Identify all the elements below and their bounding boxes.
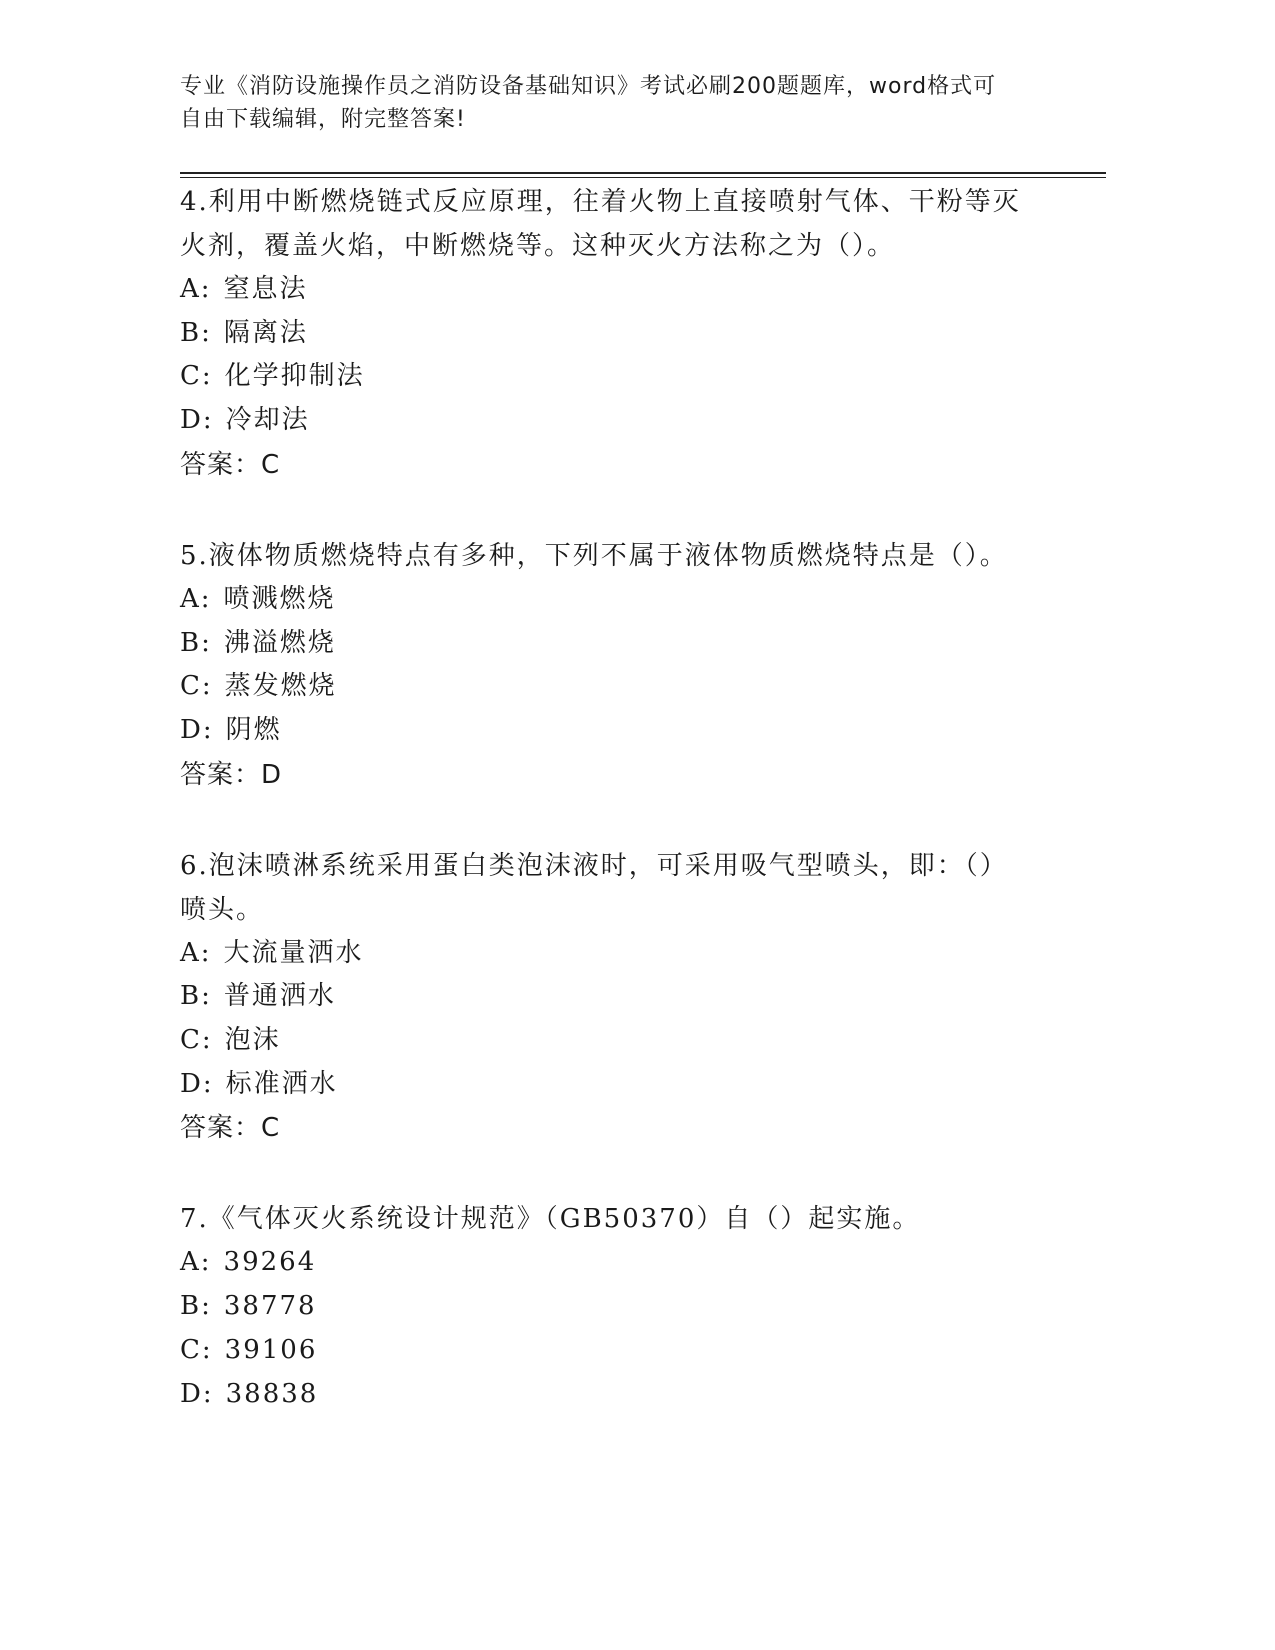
option-text: 标准洒水 bbox=[225, 1068, 338, 1099]
option-text: 泡沫 bbox=[224, 1025, 281, 1056]
header-divider-thin bbox=[180, 177, 1106, 178]
option-letter: C: bbox=[180, 671, 213, 702]
question-list bbox=[180, 180, 1060, 1463]
option-letter: D: bbox=[180, 1378, 214, 1409]
option-text: 39106 bbox=[224, 1334, 318, 1365]
option-text: 喷溅燃烧 bbox=[223, 583, 336, 614]
option-c bbox=[180, 355, 1060, 399]
option-d bbox=[180, 399, 1060, 443]
option-letter: B: bbox=[180, 1291, 212, 1322]
question-5 bbox=[180, 534, 1060, 797]
question-4 bbox=[180, 180, 1060, 487]
option-letter: B: bbox=[180, 627, 212, 658]
question-stem: 7.《气体灭火系统设计规范》（GB50370）自（）起实施。 bbox=[180, 1204, 921, 1235]
option-letter: A: bbox=[180, 1247, 212, 1278]
option-b bbox=[180, 1285, 1060, 1329]
option-text: 化学抑制法 bbox=[224, 361, 365, 392]
option-b bbox=[180, 312, 1060, 356]
option-text: 39264 bbox=[223, 1247, 317, 1278]
document-header bbox=[180, 70, 1040, 136]
option-d bbox=[180, 1063, 1060, 1107]
header-divider-thick bbox=[180, 172, 1106, 174]
option-letter: C: bbox=[180, 1334, 213, 1365]
option-letter: B: bbox=[180, 317, 212, 348]
option-letter: D: bbox=[180, 405, 214, 436]
option-letter: C: bbox=[180, 361, 213, 392]
option-text: 大流量洒水 bbox=[223, 937, 364, 968]
option-text: 隔离法 bbox=[223, 317, 308, 348]
question-stem: 5.液体物质燃烧特点有多种，下列不属于液体物质燃烧特点是（）。 bbox=[180, 540, 1008, 571]
option-letter: A: bbox=[180, 274, 212, 304]
option-letter: A: bbox=[180, 583, 212, 614]
option-d bbox=[180, 1373, 1060, 1417]
question-7 bbox=[180, 1197, 1060, 1416]
option-text: 38778 bbox=[223, 1291, 317, 1322]
option-c bbox=[180, 1329, 1060, 1373]
option-letter: C: bbox=[180, 1025, 213, 1056]
answer-line: 答案：D bbox=[180, 759, 283, 790]
answer-line: 答案：C bbox=[180, 449, 281, 480]
option-a bbox=[180, 578, 1060, 622]
option-text: 蒸发燃烧 bbox=[224, 671, 337, 702]
question-stem: 6.泡沫喷淋系统采用蛋白类泡沫液时，可采用吸气型喷头，即：（）喷头。 bbox=[180, 850, 1008, 925]
option-text: 沸溢燃烧 bbox=[223, 627, 336, 658]
option-letter: D: bbox=[180, 1068, 214, 1099]
question-stem: 4.利用中断燃烧链式反应原理，往着火物上直接喷射气体、干粉等灭火剂，覆盖火焰，中断燃烧等。这种灭火方法称之为（）。 bbox=[180, 187, 1021, 261]
header-line-2: 自由下载编辑，附完整答案! bbox=[180, 107, 466, 132]
question-6 bbox=[180, 844, 1060, 1151]
option-text: 38838 bbox=[225, 1378, 319, 1409]
option-a bbox=[180, 268, 1060, 312]
option-b bbox=[180, 975, 1060, 1019]
option-d bbox=[180, 709, 1060, 753]
option-a bbox=[180, 932, 1060, 976]
answer-line: 答案：C bbox=[180, 1113, 281, 1144]
option-text: 窒息法 bbox=[223, 274, 308, 304]
option-text: 普通洒水 bbox=[223, 981, 336, 1012]
option-letter: D: bbox=[180, 714, 214, 745]
option-a bbox=[180, 1241, 1060, 1285]
option-c bbox=[180, 1019, 1060, 1063]
option-b bbox=[180, 622, 1060, 666]
header-line-1: 专业《消防设施操作员之消防设备基础知识》考试必刷200题题库，word格式可 bbox=[180, 74, 997, 99]
option-text: 冷却法 bbox=[225, 405, 310, 436]
option-text: 阴燃 bbox=[225, 714, 282, 745]
option-letter: B: bbox=[180, 981, 212, 1012]
option-c bbox=[180, 665, 1060, 709]
option-letter: A: bbox=[180, 937, 212, 968]
